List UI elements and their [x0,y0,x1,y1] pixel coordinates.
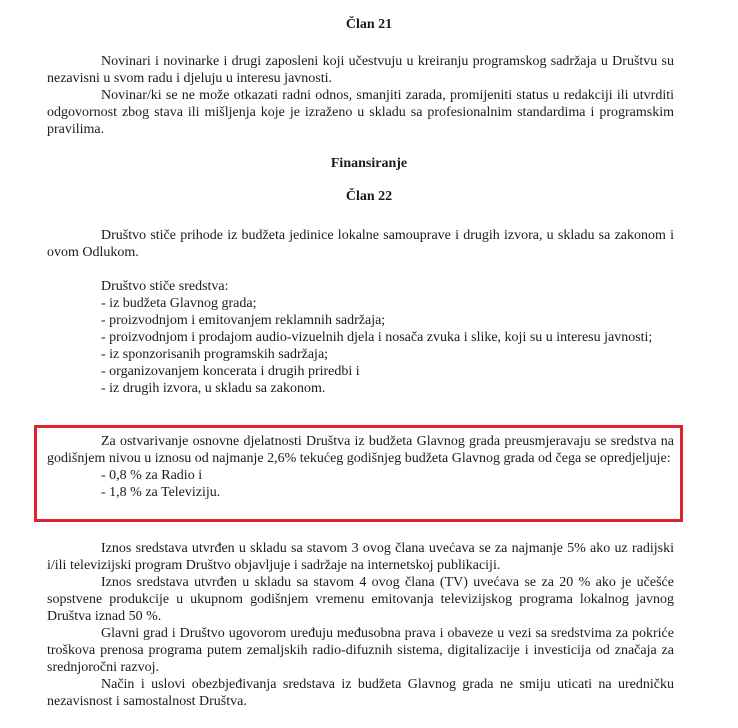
list-item: - proizvodnjom i prodajom audio-vizuelnih djela i nosača zvuka i slike, koji su u interesu javnosti; [101,330,653,345]
article-21-heading: Član 21 [345,17,393,32]
list-item: - iz sponzorisanih programskih sadržaja; [101,347,329,362]
list-item: - iz drugih izvora, u skladu sa zakonom. [101,381,326,396]
section-title: Finansiranje [330,156,408,171]
article-21-paragraph-2: Novinar/ki se ne može otkazati radni odnos, smanjiti zarada, promijeniti status u redakciji ili utvrditi odgovornost zbog stava ili mišljenja koje je izraženo u skladu sa profesionalnim standardima i programskim pravilima. [47,88,674,137]
highlighted-text: Za ostvarivanje osnovne djelatnosti Društva iz budžeta Glavnog grada preusmjeravaju se sredstva na godišnjem nivou u iznosu od najmanje 2,6% tekućeg godišnjeg budžeta Glavnog grada od čega se opredjeljuje: [47,434,674,466]
list-item: - iz budžeta Glavnog grada; [101,296,257,311]
allocation-radio: - 0,8 % za Radio i [101,468,203,483]
article-21-body [47,53,674,138]
article-22-paragraph-3: Glavni grad i Društvo ugovorom uređuju međusobna prava i obaveze u vezi sa sredstvima za pokriće troškova prenosa programa putem zemaljskih radio-difuznih sistema, digitalizacije i investicija od značaja za srednjoročni razvoj. [47,626,674,675]
article-22-paragraph-4: Način i uslovi obezbjeđivanja sredstava iz budžeta Glavnog grada ne smiju uticati na uredničku nezavisnost i samostalnost Društva. [47,677,674,709]
highlighted-paragraph [47,433,674,501]
list-title: Društvo stiče sredstva: [101,279,229,294]
article-22-heading: Član 22 [345,189,393,204]
article-22-paragraph-1: Iznos sredstava utvrđen u skladu sa stavom 3 ovog člana uvećava se za najmanje 5% ako uz radijski i/ili televizijski program Društvo objavljuje i sadržaje na internetskoj publikaciji. [47,541,674,573]
list-item: - proizvodnjom i emitovanjem reklamnih sadržaja; [101,313,386,328]
allocation-tv: - 1,8 % za Televiziju. [101,485,221,500]
article-21-paragraph-1: Novinari i novinarke i drugi zaposleni koji učestvuju u kreiranju programskog sadržaja u Društvu su nezavisni u svom radu i djeluju u interesu javnosti. [47,54,674,86]
list-item: - organizovanjem koncerata i drugih priredbi i [101,364,360,379]
article-22-intro-text: Društvo stiče prihode iz budžeta jedinice lokalne samouprave i drugih izvora, u skladu sa zakonom i ovom Odlukom. [47,228,674,260]
article-22-paragraph-2: Iznos sredstava utvrđen u skladu sa stavom 4 ovog člana (TV) uvećava se za 20 % ako je učešće sopstvene produkcije u ukupnom godišnjem vremenu emitovanja televizijskog programa lokalnog javnog Društva iznad 50 %. [47,575,674,624]
article-22-body [47,540,674,710]
article-22-intro [47,227,674,261]
funding-sources-list [47,278,674,397]
